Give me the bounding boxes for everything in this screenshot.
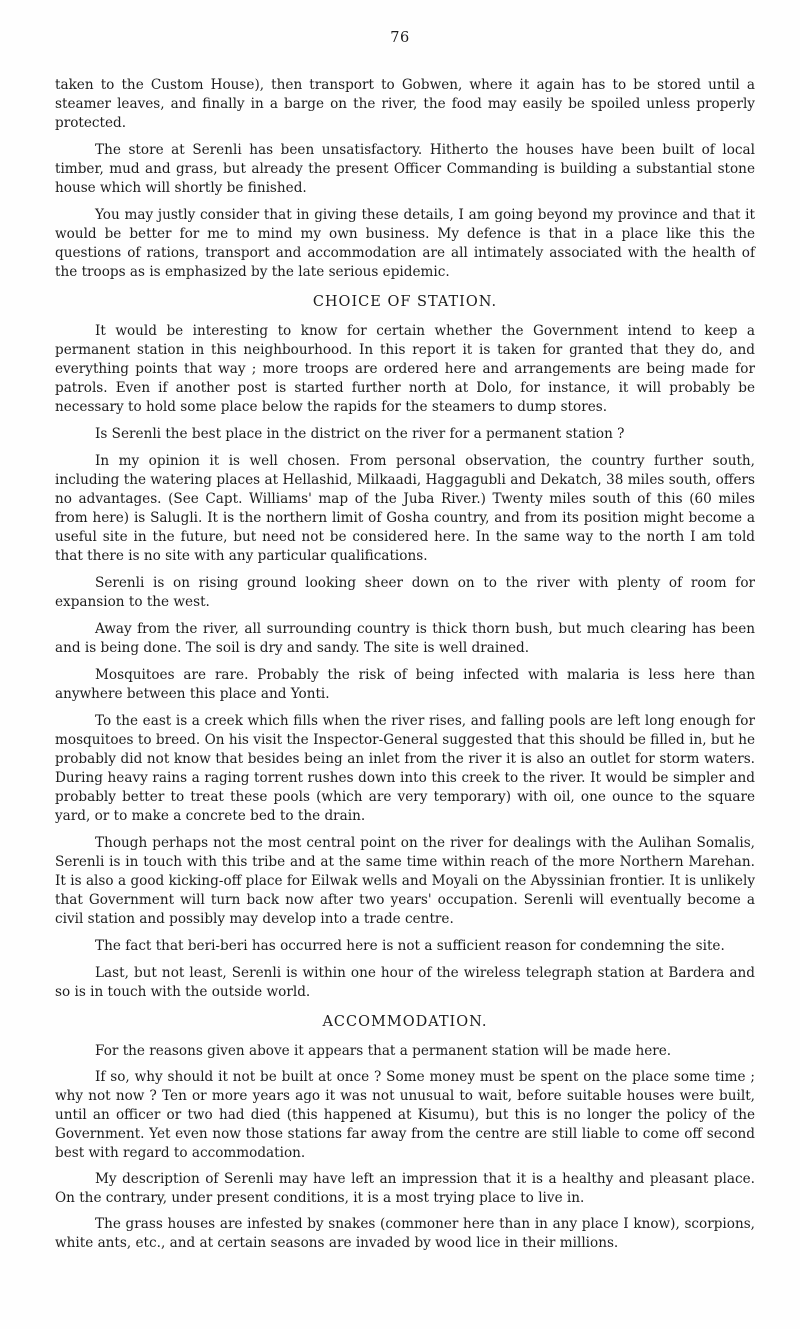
paragraph: The fact that beri-beri has occurred here is not a sufficient reason for condemning the site. xyxy=(95,938,725,954)
paragraph: Last, but not least, Serenli is within one hour of the wireless telegraph station at Bardera and so is in touch with the outside world. xyxy=(55,965,755,1000)
paragraph: The grass houses are infested by snakes (commoner here than in any place I know), scorpions, white ants, etc., and at certain seasons are invaded by wood lice in their millions. xyxy=(55,1216,755,1251)
paragraph: You may justly consider that in giving these details, I am going beyond my province and that it would be better for me to mind my own business. My defence is that in a place like this the questions of rations, transport and accommodation are all intimately associated with the health of the troops as is emphasized by the late serious epidemic. xyxy=(55,207,755,280)
paragraph: Away from the river, all surrounding country is thick thorn bush, but much clearing has been and is being done. The soil is dry and sandy. The site is well drained. xyxy=(55,621,755,656)
paragraph: To the east is a creek which fills when the river rises, and falling pools are left long enough for mosquitoes to breed. On his visit the Inspector-General suggested that this should be filled in, but he probably did not know that besides being an inlet from the river it is also an outlet for storm waters. During heavy rains a raging torrent rushes down into this creek to the river. It would be simpler and probably better to treat these pools (which are very temporary) with oil, one ounce to the square yard, or to make a concrete bed to the drain. xyxy=(55,713,755,824)
paragraph: The store at Serenli has been unsatisfactory. Hitherto the houses have been built of local timber, mud and grass, but already the present Officer Commanding is building a substantial stone house which will shortly be finished. xyxy=(55,142,755,196)
document-body xyxy=(55,76,755,1260)
paragraph: It would be interesting to know for certain whether the Government intend to keep a permanent station in this neighbourhood. In this report it is taken for granted that they do, and everything points that way ; more troops are ordered here and arrangements are being made for patrols. Even if another post is started further north at Dolo, for instance, it will probably be necessary to hold some place below the rapids for the steamers to dump stores. xyxy=(55,323,755,415)
paragraph: In my opinion it is well chosen. From personal observation, the country further south, including the watering places at Hellashid, Milkaadi, Haggagubli and Dekatch, 38 miles south, offers no advantages. (See Capt. Williams' map of the Juba River.) Twenty miles south of this (60 miles from here) is Salugli. It is the northern limit of Gosha country, and from its position might become a useful site in the future, but need not be considered here. In the same way to the north I am told that there is no site with any particular qualifications. xyxy=(55,453,755,564)
paragraph: Though perhaps not the most central point on the river for dealings with the Aulihan Somalis, Serenli is in touch with this tribe and at the same time within reach of the more Northern Marehan. It is also a good kicking-off place for Eilwak wells and Moyali on the Abyssinian frontier. It is unlikely that Government will turn back now after two years' occupation. Serenli will eventually become a civil station and possibly may develop into a trade centre. xyxy=(55,835,755,927)
paragraph: Serenli is on rising ground looking sheer down on to the river with plenty of room for expansion to the west. xyxy=(55,575,755,610)
section-heading-choice-of-station: CHOICE OF STATION. xyxy=(312,294,498,310)
paragraph: If so, why should it not be built at once ? Some money must be spent on the place some time ; why not now ? Ten or more years ago it was not unusual to wait, before suitable houses were built, until an officer or two had died (this happened at Kisumu), but this is no longer the policy of the Government. Yet even now those stations far away from the centre are still liable to come off second best with regard to accommodation. xyxy=(55,1069,755,1161)
page-number: 76 xyxy=(390,30,410,46)
paragraph: Mosquitoes are rare. Probably the risk of being infected with malaria is less here than anywhere between this place and Yonti. xyxy=(55,667,755,702)
paragraph: taken to the Custom House), then transport to Gobwen, where it again has to be stored until a steamer leaves, and finally in a barge on the river, the food may easily be spoiled unless properly protected. xyxy=(55,77,755,131)
section-heading-accommodation: ACCOMMODATION. xyxy=(322,1014,488,1030)
paragraph: My description of Serenli may have left an impression that it is a healthy and pleasant place. On the contrary, under present conditions, it is a most trying place to live in. xyxy=(55,1171,755,1206)
paragraph: Is Serenli the best place in the district on the river for a permanent station ? xyxy=(95,426,625,442)
paragraph: For the reasons given above it appears that a permanent station will be made here. xyxy=(95,1043,672,1059)
